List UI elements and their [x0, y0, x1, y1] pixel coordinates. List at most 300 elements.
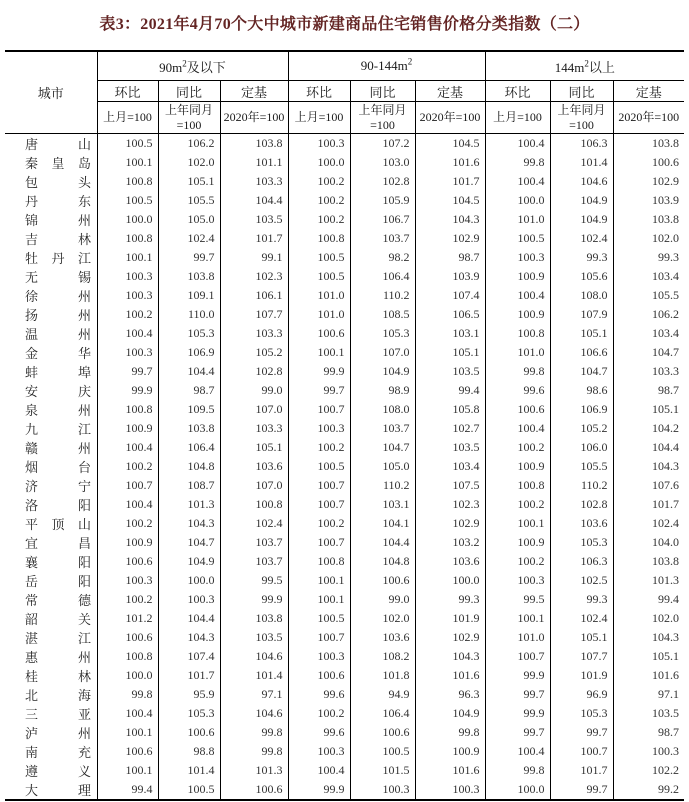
value-cell: 100.1 [485, 514, 550, 533]
value-cell: 100.9 [485, 267, 550, 286]
base-label-2020: 2020年=100 [220, 102, 288, 134]
value-cell: 100.1 [288, 343, 350, 362]
value-cell: 104.3 [613, 457, 684, 476]
value-cell: 100.0 [485, 780, 550, 800]
value-cell: 100.4 [97, 704, 158, 723]
city-cell [5, 761, 97, 780]
city-cell [5, 153, 97, 172]
table-row [5, 723, 684, 742]
value-cell: 100.5 [350, 742, 415, 761]
city-name: 泉州 [25, 403, 91, 418]
value-cell: 102.8 [220, 362, 288, 381]
city-column-header: 城市 [5, 51, 97, 134]
value-cell: 102.4 [550, 609, 613, 628]
value-cell: 103.7 [350, 419, 415, 438]
value-cell: 98.7 [613, 381, 684, 400]
value-cell: 104.7 [158, 533, 220, 552]
value-cell: 100.5 [485, 229, 550, 248]
base-label-prev-month: 上月=100 [485, 102, 550, 134]
value-cell: 100.3 [97, 571, 158, 590]
value-cell: 96.9 [550, 685, 613, 704]
value-cell: 103.4 [613, 324, 684, 343]
value-cell: 100.1 [485, 609, 550, 628]
city-name: 北海 [25, 688, 91, 703]
value-cell: 100.6 [97, 742, 158, 761]
city-name: 唐山 [25, 137, 91, 152]
value-cell: 99.8 [220, 742, 288, 761]
value-cell: 104.9 [415, 704, 485, 723]
table-row [5, 457, 684, 476]
value-cell: 103.6 [220, 457, 288, 476]
table-row [5, 248, 684, 267]
value-cell: 104.6 [550, 172, 613, 191]
value-cell: 100.9 [485, 457, 550, 476]
value-cell: 100.4 [485, 172, 550, 191]
value-cell: 107.4 [158, 647, 220, 666]
city-cell [5, 457, 97, 476]
value-cell: 107.0 [220, 400, 288, 419]
city-name: 温州 [25, 327, 91, 342]
value-cell: 108.5 [350, 305, 415, 324]
value-cell: 105.1 [613, 400, 684, 419]
city-name: 襄阳 [25, 555, 91, 570]
value-cell: 99.9 [220, 590, 288, 609]
value-cell: 105.1 [550, 628, 613, 647]
value-cell: 101.7 [158, 666, 220, 685]
value-cell: 98.8 [158, 742, 220, 761]
subheader-fixedbase: 定基 [613, 81, 684, 102]
value-cell: 94.9 [350, 685, 415, 704]
value-cell: 100.6 [158, 723, 220, 742]
value-cell: 101.3 [220, 761, 288, 780]
value-cell: 100.7 [485, 647, 550, 666]
group-label-text: 90-144m [360, 58, 408, 73]
value-cell: 105.6 [550, 267, 613, 286]
value-cell: 101.4 [550, 153, 613, 172]
city-name: 安庆 [25, 384, 91, 399]
value-cell: 106.6 [550, 343, 613, 362]
value-cell: 101.6 [415, 153, 485, 172]
city-cell [5, 590, 97, 609]
value-cell: 100.3 [350, 780, 415, 800]
city-name: 牡丹江 [25, 251, 91, 266]
value-cell: 100.6 [613, 153, 684, 172]
city-name: 南充 [25, 745, 91, 760]
value-cell: 100.7 [550, 742, 613, 761]
value-cell: 99.7 [550, 780, 613, 800]
value-cell: 106.2 [158, 134, 220, 154]
city-name: 赣州 [25, 441, 91, 456]
value-cell: 104.8 [350, 552, 415, 571]
city-name: 吉林 [25, 232, 91, 247]
city-name: 湛江 [25, 631, 91, 646]
value-cell: 101.3 [613, 571, 684, 590]
table-row [5, 590, 684, 609]
value-cell: 104.3 [158, 514, 220, 533]
city-cell [5, 552, 97, 571]
value-cell: 100.4 [485, 286, 550, 305]
city-cell [5, 267, 97, 286]
value-cell: 100.7 [288, 476, 350, 495]
value-cell: 106.4 [350, 267, 415, 286]
value-cell: 99.9 [485, 666, 550, 685]
table-row [5, 286, 684, 305]
base-label-2020: 2020年=100 [613, 102, 684, 134]
value-cell: 100.9 [97, 533, 158, 552]
table-row [5, 153, 684, 172]
value-cell: 98.9 [350, 381, 415, 400]
value-cell: 105.0 [350, 457, 415, 476]
value-cell: 103.5 [415, 362, 485, 381]
city-cell [5, 210, 97, 229]
value-cell: 101.0 [485, 628, 550, 647]
city-cell [5, 533, 97, 552]
city-cell [5, 324, 97, 343]
value-cell: 103.7 [220, 533, 288, 552]
city-name: 丹东 [25, 194, 91, 209]
value-cell: 102.9 [415, 514, 485, 533]
value-cell: 100.3 [97, 267, 158, 286]
value-cell: 99.3 [613, 248, 684, 267]
city-cell [5, 609, 97, 628]
city-cell [5, 628, 97, 647]
value-cell: 103.4 [415, 457, 485, 476]
value-cell: 104.5 [415, 134, 485, 154]
value-cell: 102.9 [415, 229, 485, 248]
table-row [5, 267, 684, 286]
value-cell: 102.8 [550, 495, 613, 514]
value-cell: 101.7 [415, 172, 485, 191]
value-cell: 105.5 [613, 286, 684, 305]
value-cell: 99.8 [220, 723, 288, 742]
value-cell: 103.8 [220, 134, 288, 154]
value-cell: 108.2 [350, 647, 415, 666]
value-cell: 103.8 [613, 552, 684, 571]
value-cell: 107.0 [350, 343, 415, 362]
group-label-text: 144m [554, 59, 585, 75]
value-cell: 99.3 [550, 590, 613, 609]
value-cell: 100.8 [220, 495, 288, 514]
table-row [5, 191, 684, 210]
value-cell: 100.2 [485, 552, 550, 571]
value-cell: 99.8 [485, 761, 550, 780]
price-index-table [5, 50, 684, 801]
value-cell: 99.6 [288, 723, 350, 742]
group-label-text: 90m [159, 59, 183, 75]
value-cell: 103.5 [613, 704, 684, 723]
value-cell: 103.4 [613, 267, 684, 286]
superscript-2: 2 [182, 58, 187, 69]
table-row [5, 134, 684, 154]
value-cell: 105.1 [613, 647, 684, 666]
value-cell: 101.3 [158, 495, 220, 514]
value-cell: 103.9 [613, 191, 684, 210]
header-group-row [5, 51, 684, 81]
value-cell: 100.2 [288, 191, 350, 210]
value-cell: 102.9 [415, 628, 485, 647]
value-cell: 101.9 [550, 666, 613, 685]
value-cell: 106.0 [550, 438, 613, 457]
value-cell: 104.0 [613, 533, 684, 552]
value-cell: 99.9 [288, 362, 350, 381]
value-cell: 100.7 [288, 533, 350, 552]
value-cell: 103.6 [350, 628, 415, 647]
value-cell: 100.2 [97, 514, 158, 533]
value-cell: 102.5 [550, 571, 613, 590]
value-cell: 105.9 [350, 191, 415, 210]
table-row [5, 533, 684, 552]
value-cell: 103.5 [415, 438, 485, 457]
value-cell: 105.1 [158, 172, 220, 191]
value-cell: 102.4 [220, 514, 288, 533]
value-cell: 100.0 [288, 153, 350, 172]
value-cell: 99.5 [485, 590, 550, 609]
table-row [5, 742, 684, 761]
value-cell: 100.4 [97, 438, 158, 457]
value-cell: 106.5 [415, 305, 485, 324]
value-cell: 106.1 [220, 286, 288, 305]
value-cell: 101.4 [158, 761, 220, 780]
base-label-prev-month: 上月=100 [97, 102, 158, 134]
value-cell: 105.1 [415, 343, 485, 362]
value-cell: 99.3 [415, 590, 485, 609]
value-cell: 100.8 [97, 172, 158, 191]
value-cell: 100.9 [485, 533, 550, 552]
value-cell: 106.2 [613, 305, 684, 324]
value-cell: 100.5 [288, 267, 350, 286]
city-name: 蚌埠 [25, 365, 91, 380]
city-name: 扬州 [25, 308, 91, 323]
table-row [5, 628, 684, 647]
value-cell: 105.5 [550, 457, 613, 476]
value-cell: 103.8 [613, 210, 684, 229]
superscript-2: 2 [584, 58, 589, 69]
value-cell: 100.9 [485, 305, 550, 324]
city-name: 锦州 [25, 213, 91, 228]
value-cell: 100.5 [288, 248, 350, 267]
table-row [5, 400, 684, 419]
table-row [5, 666, 684, 685]
page [0, 11, 689, 801]
value-cell: 104.9 [550, 191, 613, 210]
city-cell [5, 343, 97, 362]
value-cell: 100.3 [288, 134, 350, 154]
table-row [5, 438, 684, 457]
value-cell: 106.4 [158, 438, 220, 457]
value-cell: 106.4 [350, 704, 415, 723]
value-cell: 104.5 [415, 191, 485, 210]
value-cell: 106.3 [550, 134, 613, 154]
value-cell: 104.4 [158, 362, 220, 381]
value-cell: 100.9 [415, 742, 485, 761]
value-cell: 99.8 [485, 362, 550, 381]
city-cell [5, 419, 97, 438]
value-cell: 100.5 [288, 457, 350, 476]
value-cell: 104.6 [220, 647, 288, 666]
value-cell: 103.2 [415, 533, 485, 552]
value-cell: 101.8 [350, 666, 415, 685]
city-name: 秦皇岛 [25, 156, 91, 171]
value-cell: 104.4 [613, 438, 684, 457]
base-label-prev-month: 上月=100 [288, 102, 350, 134]
value-cell: 104.3 [613, 628, 684, 647]
city-name: 大理 [25, 783, 91, 798]
value-cell: 100.3 [288, 742, 350, 761]
value-cell: 100.5 [97, 191, 158, 210]
value-cell: 102.8 [350, 172, 415, 191]
value-cell: 99.0 [350, 590, 415, 609]
value-cell: 100.5 [97, 134, 158, 154]
value-cell: 101.9 [415, 609, 485, 628]
value-cell: 100.7 [97, 476, 158, 495]
value-cell: 104.9 [550, 210, 613, 229]
value-cell: 107.7 [550, 647, 613, 666]
table-row [5, 362, 684, 381]
city-name: 遵义 [25, 764, 91, 779]
header-base-row [5, 102, 684, 134]
value-cell: 103.8 [613, 134, 684, 154]
value-cell: 101.4 [220, 666, 288, 685]
city-cell [5, 571, 97, 590]
value-cell: 109.1 [158, 286, 220, 305]
table-row [5, 647, 684, 666]
value-cell: 101.6 [613, 666, 684, 685]
base-label-prev-year: 上年同月=100 [350, 102, 415, 134]
city-cell [5, 381, 97, 400]
value-cell: 100.0 [485, 191, 550, 210]
table-row [5, 324, 684, 343]
value-cell: 99.4 [415, 381, 485, 400]
subheader-yoy: 同比 [158, 81, 220, 102]
value-cell: 96.3 [415, 685, 485, 704]
city-cell [5, 400, 97, 419]
value-cell: 106.7 [350, 210, 415, 229]
value-cell: 108.7 [158, 476, 220, 495]
value-cell: 109.5 [158, 400, 220, 419]
value-cell: 100.5 [288, 609, 350, 628]
value-cell: 103.1 [350, 495, 415, 514]
value-cell: 103.7 [350, 229, 415, 248]
value-cell: 104.3 [415, 210, 485, 229]
value-cell: 100.2 [288, 210, 350, 229]
value-cell: 99.9 [485, 704, 550, 723]
value-cell: 107.5 [415, 476, 485, 495]
city-name: 平顶山 [25, 517, 91, 532]
value-cell: 102.3 [220, 267, 288, 286]
value-cell: 108.0 [550, 286, 613, 305]
city-name: 九江 [25, 422, 91, 437]
value-cell: 100.0 [415, 571, 485, 590]
table-body [5, 134, 684, 801]
value-cell: 110.0 [158, 305, 220, 324]
value-cell: 100.1 [97, 761, 158, 780]
value-cell: 103.1 [415, 324, 485, 343]
value-cell: 100.1 [288, 590, 350, 609]
table-row [5, 305, 684, 324]
value-cell: 99.8 [97, 685, 158, 704]
value-cell: 102.4 [613, 514, 684, 533]
value-cell: 103.3 [613, 362, 684, 381]
superscript-2: 2 [407, 56, 413, 67]
table-row [5, 229, 684, 248]
value-cell: 103.8 [158, 267, 220, 286]
base-label-prev-year: 上年同月=100 [550, 102, 613, 134]
city-name: 桂林 [25, 669, 91, 684]
value-cell: 97.1 [613, 685, 684, 704]
value-cell: 107.7 [220, 305, 288, 324]
value-cell: 104.8 [158, 457, 220, 476]
value-cell: 99.6 [485, 381, 550, 400]
value-cell: 102.0 [613, 609, 684, 628]
value-cell: 100.6 [485, 400, 550, 419]
table-row [5, 780, 684, 800]
group-label-text: 及以下 [186, 59, 226, 75]
value-cell: 104.9 [158, 552, 220, 571]
value-cell: 101.1 [220, 153, 288, 172]
city-name: 金华 [25, 346, 91, 361]
value-cell: 99.7 [550, 723, 613, 742]
city-name: 洛阳 [25, 498, 91, 513]
value-cell: 100.2 [97, 457, 158, 476]
value-cell: 100.6 [350, 571, 415, 590]
value-cell: 99.4 [97, 780, 158, 800]
city-name: 惠州 [25, 650, 91, 665]
value-cell: 95.9 [158, 685, 220, 704]
value-cell: 100.9 [97, 419, 158, 438]
header-sub-row [5, 81, 684, 102]
value-cell: 105.1 [220, 438, 288, 457]
group-header-90-144 [288, 51, 485, 81]
value-cell: 100.3 [288, 647, 350, 666]
value-cell: 103.0 [350, 153, 415, 172]
value-cell: 105.0 [158, 210, 220, 229]
value-cell: 104.9 [350, 362, 415, 381]
city-cell [5, 742, 97, 761]
city-cell [5, 286, 97, 305]
value-cell: 99.0 [220, 381, 288, 400]
city-cell [5, 438, 97, 457]
value-cell: 100.2 [485, 438, 550, 457]
subheader-mom: 环比 [485, 81, 550, 102]
value-cell: 101.5 [350, 761, 415, 780]
city-cell [5, 780, 97, 800]
value-cell: 103.9 [415, 267, 485, 286]
value-cell: 101.7 [613, 495, 684, 514]
value-cell: 100.4 [97, 495, 158, 514]
value-cell: 101.0 [485, 343, 550, 362]
value-cell: 100.3 [288, 419, 350, 438]
value-cell: 100.8 [288, 229, 350, 248]
value-cell: 100.2 [485, 495, 550, 514]
value-cell: 103.3 [220, 324, 288, 343]
value-cell: 100.8 [485, 476, 550, 495]
value-cell: 108.0 [350, 400, 415, 419]
value-cell: 102.0 [350, 609, 415, 628]
value-cell: 103.5 [220, 628, 288, 647]
value-cell: 100.8 [97, 229, 158, 248]
value-cell: 99.7 [485, 685, 550, 704]
value-cell: 100.4 [485, 419, 550, 438]
city-cell [5, 172, 97, 191]
value-cell: 107.4 [415, 286, 485, 305]
value-cell: 102.7 [415, 419, 485, 438]
table-row [5, 609, 684, 628]
value-cell: 99.7 [288, 381, 350, 400]
value-cell: 105.1 [550, 324, 613, 343]
value-cell: 101.7 [550, 761, 613, 780]
value-cell: 104.7 [550, 362, 613, 381]
city-cell [5, 229, 97, 248]
